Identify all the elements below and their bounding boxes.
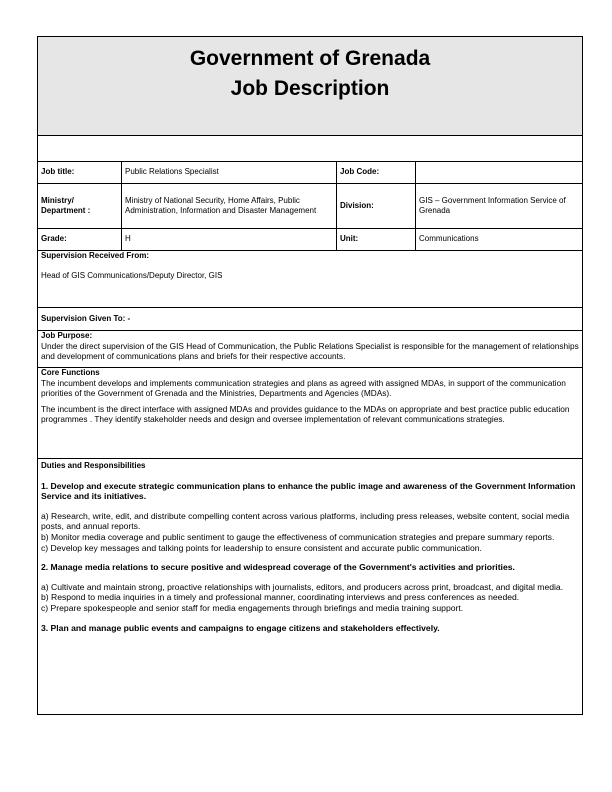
grade-label: Grade: xyxy=(38,229,122,251)
unit-label: Unit: xyxy=(337,229,416,251)
duties-section xyxy=(38,459,583,715)
job-code-label: Job Code: xyxy=(337,162,416,184)
job-purpose-label: Job Purpose: xyxy=(41,331,93,340)
supervision-received-label: Supervision Received From: xyxy=(41,251,150,260)
job-title-value: Public Relations Specialist xyxy=(122,162,337,184)
duty-2-heading: 2. Manage media relations to secure positive and widespread coverage of the Government's activities and priorities. xyxy=(41,562,515,573)
job-purpose-text: Under the direct supervision of the GIS Head of Communication, the Public Relations Specialist is responsible for the management of relationships and development of communications plans and briefs for their respective accounts. xyxy=(41,341,579,361)
grade-value: H xyxy=(122,229,337,251)
job-description-table xyxy=(37,36,583,715)
document-header xyxy=(38,37,583,136)
ministry-label: Ministry/ Department : xyxy=(38,184,122,229)
core-functions-label: Core Functions xyxy=(41,368,100,377)
job-title-label: Job title: xyxy=(38,162,122,184)
duty-2c: c) Prepare spokespeople and senior staff for media engagements through briefings and media training support. xyxy=(41,602,464,613)
duty-1-heading: 1. Develop and execute strategic communication plans to enhance the public image and awareness of the Government Information Service and its initiatives. xyxy=(41,480,576,502)
division-value: GIS – Government Information Service of Grenada xyxy=(416,184,583,229)
supervision-received-value: Head of GIS Communications/Deputy Director, GIS xyxy=(41,270,223,280)
division-label: Division: xyxy=(337,184,416,229)
spacer-row xyxy=(38,136,583,162)
job-purpose-section xyxy=(38,331,583,368)
core-functions-para2: The incumbent is the direct interface with assigned MDAs and provides guidance to the MDAs on appropriate and best practice public education programmes . They identify stakeholder needs and design and oversee implementation of relevant communications strategies. xyxy=(41,404,570,424)
core-functions-para1: The incumbent develops and implements communication strategies and plans as agreed with assigned MDAs, in support of the communication priorities of the Government of Grenada and the Ministries, Departments and Agencies (MDAs). xyxy=(41,378,566,398)
supervision-given-label: Supervision Given To: - xyxy=(38,308,583,331)
duty-1a: a) Research, write, edit, and distribute compelling content across various platforms, including press releases, website content, social media posts, and annual reports. xyxy=(41,510,570,532)
duty-2a: a) Cultivate and maintain strong, proactive relationships with journalists, editors, and producers across print, broadcast, and digital media. xyxy=(41,581,564,592)
core-functions-section xyxy=(38,368,583,459)
job-code-value xyxy=(416,162,583,184)
duty-3-heading: 3. Plan and manage public events and campaigns to engage citizens and stakeholders effectively. xyxy=(41,622,440,633)
duties-label: Duties and Responsibilities xyxy=(41,461,146,470)
header-title-line2: Job Description xyxy=(230,77,390,100)
unit-value: Communications xyxy=(416,229,583,251)
supervision-received-section xyxy=(38,251,583,308)
ministry-value: Ministry of National Security, Home Affairs, Public Administration, Information and Disaster Management xyxy=(122,184,337,229)
duty-1c: c) Develop key messages and talking points for leadership to ensure consistent and accurate public communication. xyxy=(41,542,482,553)
duty-1b: b) Monitor media coverage and public sentiment to gauge the effectiveness of communication strategies and prepare summary reports. xyxy=(41,531,555,542)
header-title-line1: Government of Grenada xyxy=(189,47,431,70)
duty-2b: b) Respond to media inquiries in a timely and professional manner, coordinating interviews and press conferences as needed. xyxy=(41,592,520,603)
